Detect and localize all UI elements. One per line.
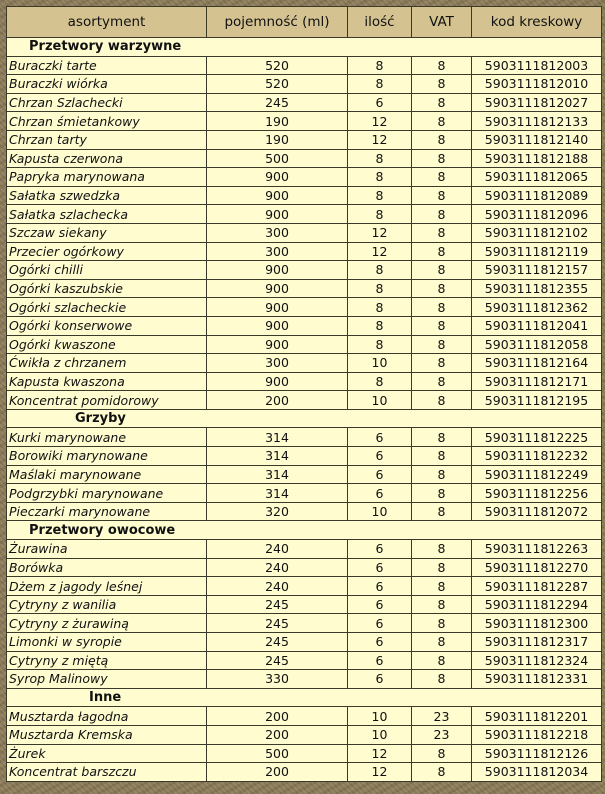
section-title: Inne	[7, 688, 602, 707]
quantity-cell: 8	[348, 298, 412, 317]
table-row	[7, 205, 602, 224]
barcode-cell: 5903111812201	[472, 707, 602, 726]
vat-cell: 8	[412, 279, 472, 298]
capacity-cell: 240	[207, 558, 348, 577]
table-row	[7, 484, 602, 503]
product-name-cell: Borówka	[7, 558, 207, 577]
product-name-cell: Cytryny z wanilia	[7, 595, 207, 614]
barcode-cell: 5903111812300	[472, 614, 602, 633]
barcode-cell: 5903111812133	[472, 112, 602, 131]
table-row	[7, 223, 602, 242]
capacity-cell: 245	[207, 93, 348, 112]
capacity-cell: 500	[207, 744, 348, 763]
quantity-cell: 8	[348, 261, 412, 280]
table-row	[7, 93, 602, 112]
capacity-cell: 314	[207, 484, 348, 503]
product-name-cell: Musztarda łagodna	[7, 707, 207, 726]
quantity-cell: 6	[348, 558, 412, 577]
product-name-cell: Pieczarki marynowane	[7, 502, 207, 521]
vat-cell: 8	[412, 744, 472, 763]
quantity-cell: 6	[348, 484, 412, 503]
product-name-cell: Maślaki marynowane	[7, 465, 207, 484]
table-body	[7, 38, 602, 782]
table-row	[7, 577, 602, 596]
quantity-cell: 8	[348, 316, 412, 335]
product-name-cell: Kurki marynowane	[7, 428, 207, 447]
vat-cell: 8	[412, 595, 472, 614]
quantity-cell: 6	[348, 465, 412, 484]
table-row	[7, 428, 602, 447]
capacity-cell: 200	[207, 763, 348, 782]
barcode-cell: 5903111812003	[472, 56, 602, 75]
quantity-cell: 6	[348, 577, 412, 596]
product-name-cell: Szczaw siekany	[7, 223, 207, 242]
table-row	[7, 707, 602, 726]
product-name-cell: Chrzan śmietankowy	[7, 112, 207, 131]
capacity-cell: 300	[207, 242, 348, 261]
product-name-cell: Ogórki kaszubskie	[7, 279, 207, 298]
product-name-cell: Kapusta kwaszona	[7, 372, 207, 391]
product-name-cell: Przecier ogórkowy	[7, 242, 207, 261]
barcode-cell: 5903111812188	[472, 149, 602, 168]
table-row	[7, 168, 602, 187]
barcode-cell: 5903111812171	[472, 372, 602, 391]
vat-cell: 8	[412, 372, 472, 391]
header-assortment: asortyment	[7, 7, 207, 38]
header-quantity: ilość	[348, 7, 412, 38]
quantity-cell: 8	[348, 168, 412, 187]
vat-cell: 8	[412, 130, 472, 149]
quantity-cell: 12	[348, 223, 412, 242]
capacity-cell: 314	[207, 447, 348, 466]
product-name-cell: Borowiki marynowane	[7, 447, 207, 466]
table-row	[7, 725, 602, 744]
section-row	[7, 38, 602, 57]
capacity-cell: 200	[207, 391, 348, 410]
barcode-cell: 5903111812270	[472, 558, 602, 577]
vat-cell: 8	[412, 447, 472, 466]
table-row	[7, 614, 602, 633]
table-row	[7, 316, 602, 335]
barcode-cell: 5903111812096	[472, 205, 602, 224]
quantity-cell: 6	[348, 428, 412, 447]
vat-cell: 8	[412, 633, 472, 652]
product-name-cell: Żurawina	[7, 540, 207, 559]
quantity-cell: 6	[348, 540, 412, 559]
product-name-cell: Podgrzybki marynowane	[7, 484, 207, 503]
product-name-cell: Papryka marynowana	[7, 168, 207, 187]
vat-cell: 8	[412, 484, 472, 503]
quantity-cell: 10	[348, 354, 412, 373]
table-header	[7, 7, 602, 38]
table-row	[7, 372, 602, 391]
vat-cell: 23	[412, 725, 472, 744]
product-name-cell: Syrop Malinowy	[7, 670, 207, 689]
vat-cell: 8	[412, 763, 472, 782]
vat-cell: 8	[412, 168, 472, 187]
capacity-cell: 900	[207, 168, 348, 187]
table-row	[7, 391, 602, 410]
header-capacity: pojemność (ml)	[207, 7, 348, 38]
capacity-cell: 245	[207, 633, 348, 652]
barcode-cell: 5903111812263	[472, 540, 602, 559]
capacity-cell: 190	[207, 130, 348, 149]
barcode-cell: 5903111812034	[472, 763, 602, 782]
barcode-cell: 5903111812362	[472, 298, 602, 317]
vat-cell: 8	[412, 465, 472, 484]
capacity-cell: 900	[207, 205, 348, 224]
capacity-cell: 200	[207, 707, 348, 726]
quantity-cell: 6	[348, 670, 412, 689]
vat-cell: 8	[412, 149, 472, 168]
capacity-cell: 330	[207, 670, 348, 689]
capacity-cell: 300	[207, 223, 348, 242]
capacity-cell: 520	[207, 75, 348, 94]
capacity-cell: 300	[207, 354, 348, 373]
vat-cell: 8	[412, 242, 472, 261]
table-row	[7, 56, 602, 75]
product-name-cell: Ogórki konserwowe	[7, 316, 207, 335]
capacity-cell: 900	[207, 186, 348, 205]
vat-cell: 8	[412, 298, 472, 317]
barcode-cell: 5903111812218	[472, 725, 602, 744]
product-name-cell: Ogórki chilli	[7, 261, 207, 280]
section-row	[7, 409, 602, 428]
capacity-cell: 240	[207, 540, 348, 559]
table-row	[7, 335, 602, 354]
quantity-cell: 12	[348, 112, 412, 131]
table-row	[7, 298, 602, 317]
table-row	[7, 651, 602, 670]
barcode-cell: 5903111812164	[472, 354, 602, 373]
table-row	[7, 633, 602, 652]
quantity-cell: 6	[348, 447, 412, 466]
barcode-cell: 5903111812256	[472, 484, 602, 503]
quantity-cell: 10	[348, 707, 412, 726]
quantity-cell: 12	[348, 130, 412, 149]
vat-cell: 8	[412, 205, 472, 224]
product-name-cell: Limonki w syropie	[7, 633, 207, 652]
quantity-cell: 8	[348, 335, 412, 354]
barcode-cell: 5903111812126	[472, 744, 602, 763]
price-list	[6, 6, 601, 782]
vat-cell: 8	[412, 354, 472, 373]
section-row	[7, 521, 602, 540]
quantity-cell: 10	[348, 725, 412, 744]
product-name-cell: Sałatka szwedzka	[7, 186, 207, 205]
table-row	[7, 112, 602, 131]
section-row	[7, 688, 602, 707]
capacity-cell: 190	[207, 112, 348, 131]
quantity-cell: 12	[348, 242, 412, 261]
product-name-cell: Chrzan Szlachecki	[7, 93, 207, 112]
table-row	[7, 465, 602, 484]
quantity-cell: 6	[348, 614, 412, 633]
capacity-cell: 500	[207, 149, 348, 168]
capacity-cell: 520	[207, 56, 348, 75]
product-name-cell: Koncentrat pomidorowy	[7, 391, 207, 410]
quantity-cell: 8	[348, 372, 412, 391]
product-name-cell: Buraczki tarte	[7, 56, 207, 75]
barcode-cell: 5903111812294	[472, 595, 602, 614]
table-row	[7, 558, 602, 577]
barcode-cell: 5903111812102	[472, 223, 602, 242]
barcode-cell: 5903111812140	[472, 130, 602, 149]
capacity-cell: 240	[207, 577, 348, 596]
capacity-cell: 314	[207, 428, 348, 447]
product-name-cell: Cytryny z miętą	[7, 651, 207, 670]
barcode-cell: 5903111812317	[472, 633, 602, 652]
product-name-cell: Cytryny z żurawiną	[7, 614, 207, 633]
vat-cell: 8	[412, 335, 472, 354]
vat-cell: 8	[412, 112, 472, 131]
quantity-cell: 8	[348, 56, 412, 75]
vat-cell: 8	[412, 186, 472, 205]
table-row	[7, 279, 602, 298]
capacity-cell: 245	[207, 651, 348, 670]
header-row	[7, 7, 602, 38]
barcode-cell: 5903111812225	[472, 428, 602, 447]
vat-cell: 8	[412, 614, 472, 633]
barcode-cell: 5903111812331	[472, 670, 602, 689]
product-name-cell: Dżem z jagody leśnej	[7, 577, 207, 596]
table-row	[7, 595, 602, 614]
vat-cell: 8	[412, 651, 472, 670]
vat-cell: 8	[412, 93, 472, 112]
quantity-cell: 8	[348, 205, 412, 224]
capacity-cell: 245	[207, 595, 348, 614]
section-title: Grzyby	[7, 409, 602, 428]
vat-cell: 8	[412, 558, 472, 577]
quantity-cell: 6	[348, 93, 412, 112]
header-barcode: kod kreskowy	[472, 7, 602, 38]
table-row	[7, 186, 602, 205]
barcode-cell: 5903111812058	[472, 335, 602, 354]
barcode-cell: 5903111812072	[472, 502, 602, 521]
section-title: Przetwory owocowe	[7, 521, 602, 540]
section-title: Przetwory warzywne	[7, 38, 602, 57]
capacity-cell: 320	[207, 502, 348, 521]
quantity-cell: 10	[348, 391, 412, 410]
capacity-cell: 245	[207, 614, 348, 633]
barcode-cell: 5903111812324	[472, 651, 602, 670]
vat-cell: 8	[412, 75, 472, 94]
capacity-cell: 900	[207, 316, 348, 335]
quantity-cell: 8	[348, 279, 412, 298]
quantity-cell: 8	[348, 149, 412, 168]
quantity-cell: 6	[348, 633, 412, 652]
barcode-cell: 5903111812195	[472, 391, 602, 410]
barcode-cell: 5903111812065	[472, 168, 602, 187]
barcode-cell: 5903111812041	[472, 316, 602, 335]
capacity-cell: 900	[207, 372, 348, 391]
product-name-cell: Buraczki wiórka	[7, 75, 207, 94]
product-name-cell: Sałatka szlachecka	[7, 205, 207, 224]
product-name-cell: Żurek	[7, 744, 207, 763]
table-row	[7, 670, 602, 689]
table-row	[7, 502, 602, 521]
quantity-cell: 8	[348, 186, 412, 205]
barcode-cell: 5903111812232	[472, 447, 602, 466]
capacity-cell: 900	[207, 298, 348, 317]
quantity-cell: 10	[348, 502, 412, 521]
vat-cell: 8	[412, 670, 472, 689]
product-table	[6, 6, 602, 782]
capacity-cell: 900	[207, 279, 348, 298]
barcode-cell: 5903111812119	[472, 242, 602, 261]
table-row	[7, 261, 602, 280]
barcode-cell: 5903111812157	[472, 261, 602, 280]
table-row	[7, 763, 602, 782]
barcode-cell: 5903111812027	[472, 93, 602, 112]
product-name-cell: Koncentrat barszczu	[7, 763, 207, 782]
quantity-cell: 6	[348, 651, 412, 670]
barcode-cell: 5903111812287	[472, 577, 602, 596]
product-name-cell: Chrzan tarty	[7, 130, 207, 149]
barcode-cell: 5903111812249	[472, 465, 602, 484]
vat-cell: 8	[412, 391, 472, 410]
table-row	[7, 130, 602, 149]
table-row	[7, 744, 602, 763]
table-row	[7, 447, 602, 466]
product-name-cell: Kapusta czerwona	[7, 149, 207, 168]
table-row	[7, 540, 602, 559]
capacity-cell: 900	[207, 335, 348, 354]
quantity-cell: 8	[348, 75, 412, 94]
barcode-cell: 5903111812089	[472, 186, 602, 205]
quantity-cell: 12	[348, 763, 412, 782]
table-row	[7, 354, 602, 373]
table-row	[7, 242, 602, 261]
header-vat: VAT	[412, 7, 472, 38]
capacity-cell: 314	[207, 465, 348, 484]
vat-cell: 8	[412, 56, 472, 75]
table-row	[7, 149, 602, 168]
vat-cell: 8	[412, 223, 472, 242]
capacity-cell: 200	[207, 725, 348, 744]
quantity-cell: 6	[348, 595, 412, 614]
table-row	[7, 75, 602, 94]
product-name-cell: Musztarda Kremska	[7, 725, 207, 744]
barcode-cell: 5903111812355	[472, 279, 602, 298]
vat-cell: 23	[412, 707, 472, 726]
quantity-cell: 12	[348, 744, 412, 763]
barcode-cell: 5903111812010	[472, 75, 602, 94]
vat-cell: 8	[412, 428, 472, 447]
vat-cell: 8	[412, 502, 472, 521]
product-name-cell: Ogórki kwaszone	[7, 335, 207, 354]
product-name-cell: Ogórki szlacheckie	[7, 298, 207, 317]
product-name-cell: Ćwikła z chrzanem	[7, 354, 207, 373]
vat-cell: 8	[412, 577, 472, 596]
vat-cell: 8	[412, 540, 472, 559]
vat-cell: 8	[412, 261, 472, 280]
vat-cell: 8	[412, 316, 472, 335]
capacity-cell: 900	[207, 261, 348, 280]
